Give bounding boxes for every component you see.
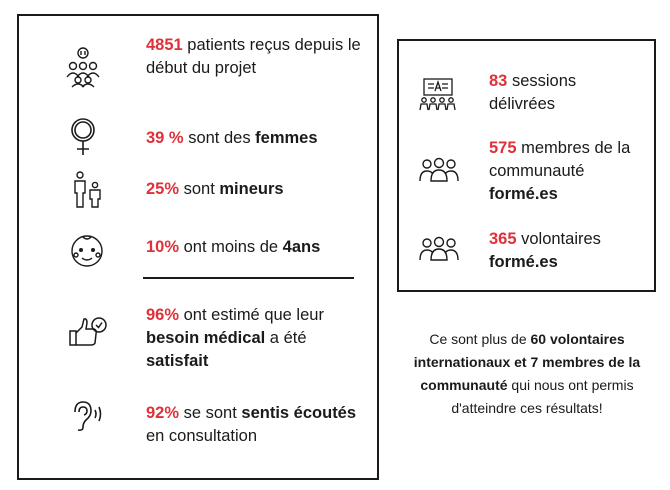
ear-listening-icon — [69, 400, 103, 432]
stat-number: 10% — [146, 238, 180, 256]
section-divider — [143, 277, 354, 279]
people-group-icon — [64, 47, 102, 87]
stat-number: 575 — [489, 139, 517, 157]
stat-under-4: 10% ont moins de 4ans — [146, 238, 321, 256]
parent-child-icon — [70, 171, 104, 209]
thumbs-up-check-icon — [68, 315, 108, 349]
stat-number: 83 — [489, 72, 508, 90]
training-session-icon — [418, 77, 458, 111]
stat-number: 96% — [146, 306, 180, 324]
volunteers-note: Ce sont plus de 60 volontaires internationaux et 7 membres de la communauté qui nous ont permis d'atteindre ces résultats! — [413, 331, 641, 416]
stat-minors: 25% sont mineurs — [146, 180, 284, 198]
female-symbol-icon — [68, 117, 98, 157]
community-group-icon — [418, 155, 460, 183]
stat-women: 39 % sont des femmes — [146, 129, 318, 147]
stat-number: 365 — [489, 230, 517, 248]
stat-community-trained: 575 membres de la communauté formé.es — [489, 139, 631, 203]
stat-number: 92% — [146, 404, 180, 422]
stat-number: 39 % — [146, 129, 184, 147]
stat-number: 25% — [146, 180, 180, 198]
stat-listened: 92% se sont sentis écoutés en consultation — [146, 404, 357, 445]
stat-patients: 4851 patients reçus depuis le début du projet — [146, 36, 361, 77]
stat-volunteers-trained: 365 volontaires formé.es — [489, 230, 601, 271]
baby-face-icon — [69, 233, 105, 269]
stat-medical-need: 96% ont estimé que leur besoin médical a été satisfait — [146, 306, 324, 370]
stat-sessions: 83 sessions délivrées — [489, 72, 577, 113]
volunteers-group-icon — [418, 234, 460, 262]
stat-number: 4851 — [146, 36, 183, 54]
